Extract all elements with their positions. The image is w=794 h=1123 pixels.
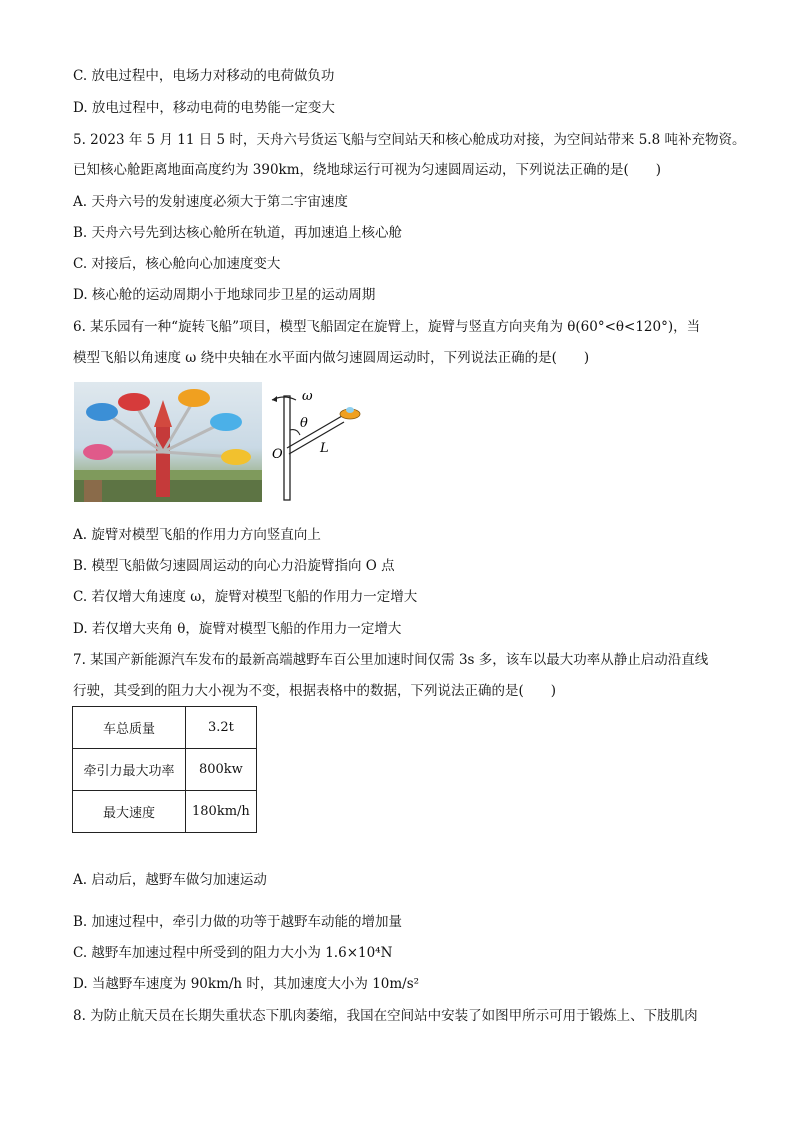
- q5-option-a: A. 天舟六号的发射速度必须大于第二宇宙速度: [73, 194, 348, 210]
- q7-option-c: C. 越野车加速过程中所受到的阻力大小为 1.6×10⁴N: [73, 945, 393, 961]
- ship-cockpit-icon: [346, 407, 354, 413]
- q8-stem-line1: 8. 为防止航天员在长期失重状态下肌肉萎缩，我国在空间站中安装了如图甲所示可用于锻炼上、下肢肌肉: [73, 1008, 698, 1024]
- force-diagram: [262, 390, 372, 502]
- q7-stem-line2: 行驶，其受到的阻力大小视为不变，根据表格中的数据，下列说法正确的是( ): [73, 683, 557, 699]
- rotating-ship-ride-photo: [74, 382, 262, 502]
- q6-stem-line2: 模型飞船以角速度 ω 绕中央轴在水平面内做匀速圆周运动时，下列说法正确的是( ): [73, 350, 590, 366]
- table-row: [73, 749, 257, 791]
- q7-option-a: A. 启动后，越野车做匀加速运动: [73, 872, 267, 888]
- theta-label: θ: [300, 416, 308, 431]
- q7-option-d: D. 当越野车速度为 90km/h 时，其加速度大小为 10m/s²: [73, 976, 420, 992]
- table-row: [73, 791, 257, 833]
- table-cell-value: 3.2t: [186, 707, 257, 749]
- q6-option-c: C. 若仅增大角速度 ω，旋臂对模型飞船的作用力一定增大: [73, 589, 418, 605]
- q6-option-b: B. 模型飞船做匀速圆周运动的向心力沿旋臂指向 O 点: [73, 558, 395, 574]
- q5-option-b: B. 天舟六号先到达核心舱所在轨道，再加速追上核心舱: [73, 225, 403, 241]
- origin-label: O: [272, 447, 283, 462]
- table-cell-key: 牵引力最大功率: [73, 749, 186, 791]
- rotating-arm: [287, 416, 342, 448]
- table-cell-key: 最大速度: [73, 791, 186, 833]
- arm-length-label: L: [320, 441, 329, 456]
- angle-arc: [290, 430, 300, 435]
- ride-illustration: [74, 382, 262, 502]
- q6-option-a: A. 旋臂对模型飞船的作用力方向竖直向上: [73, 527, 321, 543]
- table-cell-key: 车总质量: [73, 707, 186, 749]
- omega-label: ω: [302, 390, 313, 404]
- q5-stem-line1: 5. 2023 年 5 月 11 日 5 时，天舟六号货运飞船与空间站天和核心舱成功对接，为空间站带来 5.8 吨补充物资。: [73, 132, 746, 148]
- q5-option-c: C. 对接后，核心舱向心加速度变大: [73, 256, 281, 272]
- q5-stem-line2: 已知核心舱距离地面高度约为 390km，绕地球运行可视为匀速圆周运动，下列说法正确的是( ): [73, 162, 662, 178]
- q6-stem-line1: 6. 某乐园有一种“旋转飞船”项目，模型飞船固定在旋臂上，旋臂与竖直方向夹角为 θ(60°<θ<120°)，当: [73, 319, 701, 335]
- table-row: [73, 707, 257, 749]
- q4-option-c: C. 放电过程中，电场力对移动的电荷做负功: [73, 68, 335, 84]
- q4-option-d: D. 放电过程中，移动电荷的电势能一定变大: [73, 100, 335, 116]
- rotating-arm-edge: [289, 422, 344, 454]
- q6-option-d: D. 若仅增大夹角 θ，旋臂对模型飞船的作用力一定增大: [73, 621, 402, 637]
- table-cell-value: 180km/h: [186, 791, 257, 833]
- table-cell-value: 800kw: [186, 749, 257, 791]
- q5-option-d: D. 核心舱的运动周期小于地球同步卫星的运动周期: [73, 287, 376, 303]
- q7-option-b: B. 加速过程中，牵引力做的功等于越野车动能的增加量: [73, 914, 403, 930]
- q7-stem-line1: 7. 某国产新能源汽车发布的最新高端越野车百公里加速时间仅需 3s 多，该车以最大功率从静止启动沿直线: [73, 652, 709, 668]
- vehicle-spec-table: [72, 706, 257, 833]
